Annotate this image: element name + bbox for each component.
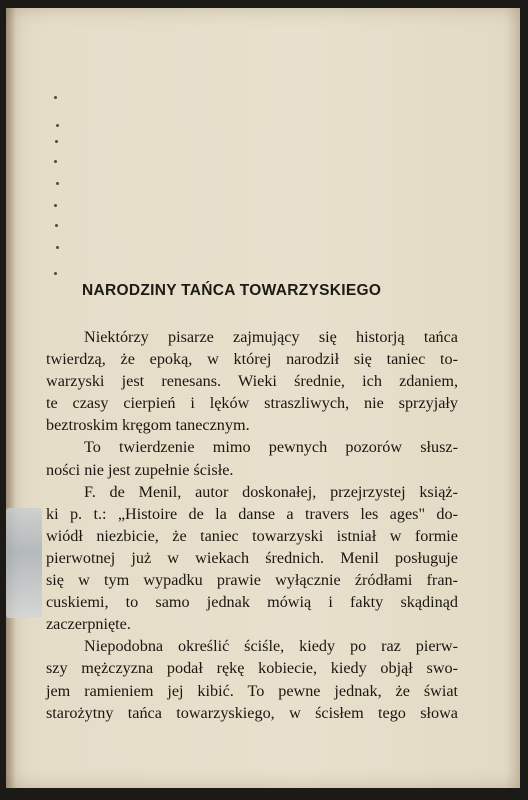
- margin-marks: [50, 86, 70, 286]
- text-line: ności nie jest zupełnie ścisłe.: [46, 460, 234, 479]
- text-line: warzyski jest renesans. Wieki średnie, ich zdaniem,: [46, 372, 458, 391]
- text-line: jem ramieniem jej kibić. To pewne jednak, że świat: [46, 681, 458, 700]
- text-line: F. de Menil, autor doskonałej, przejrzystej książ-: [84, 482, 458, 501]
- text-line: pierwotnej już w wiekach średnich. Menil posługuje: [46, 548, 458, 567]
- adhesive-tape-mark: [6, 508, 42, 618]
- text-line: Niektórzy pisarze zajmujący się historją tańca: [84, 328, 458, 346]
- text-line: ki p. t.: „Histoire de la danse a travers les ages" do-: [46, 504, 458, 523]
- book-page: [6, 8, 520, 788]
- chapter-title: NARODZINY TAŃCA TOWARZYSKIEGO: [82, 282, 382, 299]
- text-line: te czasy cierpień i lęków straszliwych, nie sprzyjały: [46, 394, 458, 413]
- text-line: twierdzą, że epoką, w której narodził się taniec to-: [46, 350, 458, 369]
- text-line: zaczerpnięte.: [46, 615, 131, 634]
- text-line: To twierdzenie mimo pewnych pozorów słusz-: [84, 438, 458, 457]
- text-line: cuskiemi, to samo jednak mówią i fakty skądinąd: [46, 593, 458, 612]
- text-line: wiódł niezbicie, że taniec towarzyski istniał w formie: [46, 526, 458, 545]
- text-line: Niepodobna określić ściśle, kiedy po raz pierw-: [84, 637, 458, 656]
- text-line: beztroskim kręgom tanecznym.: [46, 416, 250, 435]
- text-line: się w tym wypadku prawie wyłącznie źródłami fran-: [46, 571, 458, 590]
- text-line: szy mężczyzna podał rękę kobiecie, kiedy objął swo-: [46, 659, 458, 678]
- body-text: [46, 326, 458, 724]
- text-line: starożytny tańca towarzyskiego, w ścisłem tego słowa: [46, 703, 458, 722]
